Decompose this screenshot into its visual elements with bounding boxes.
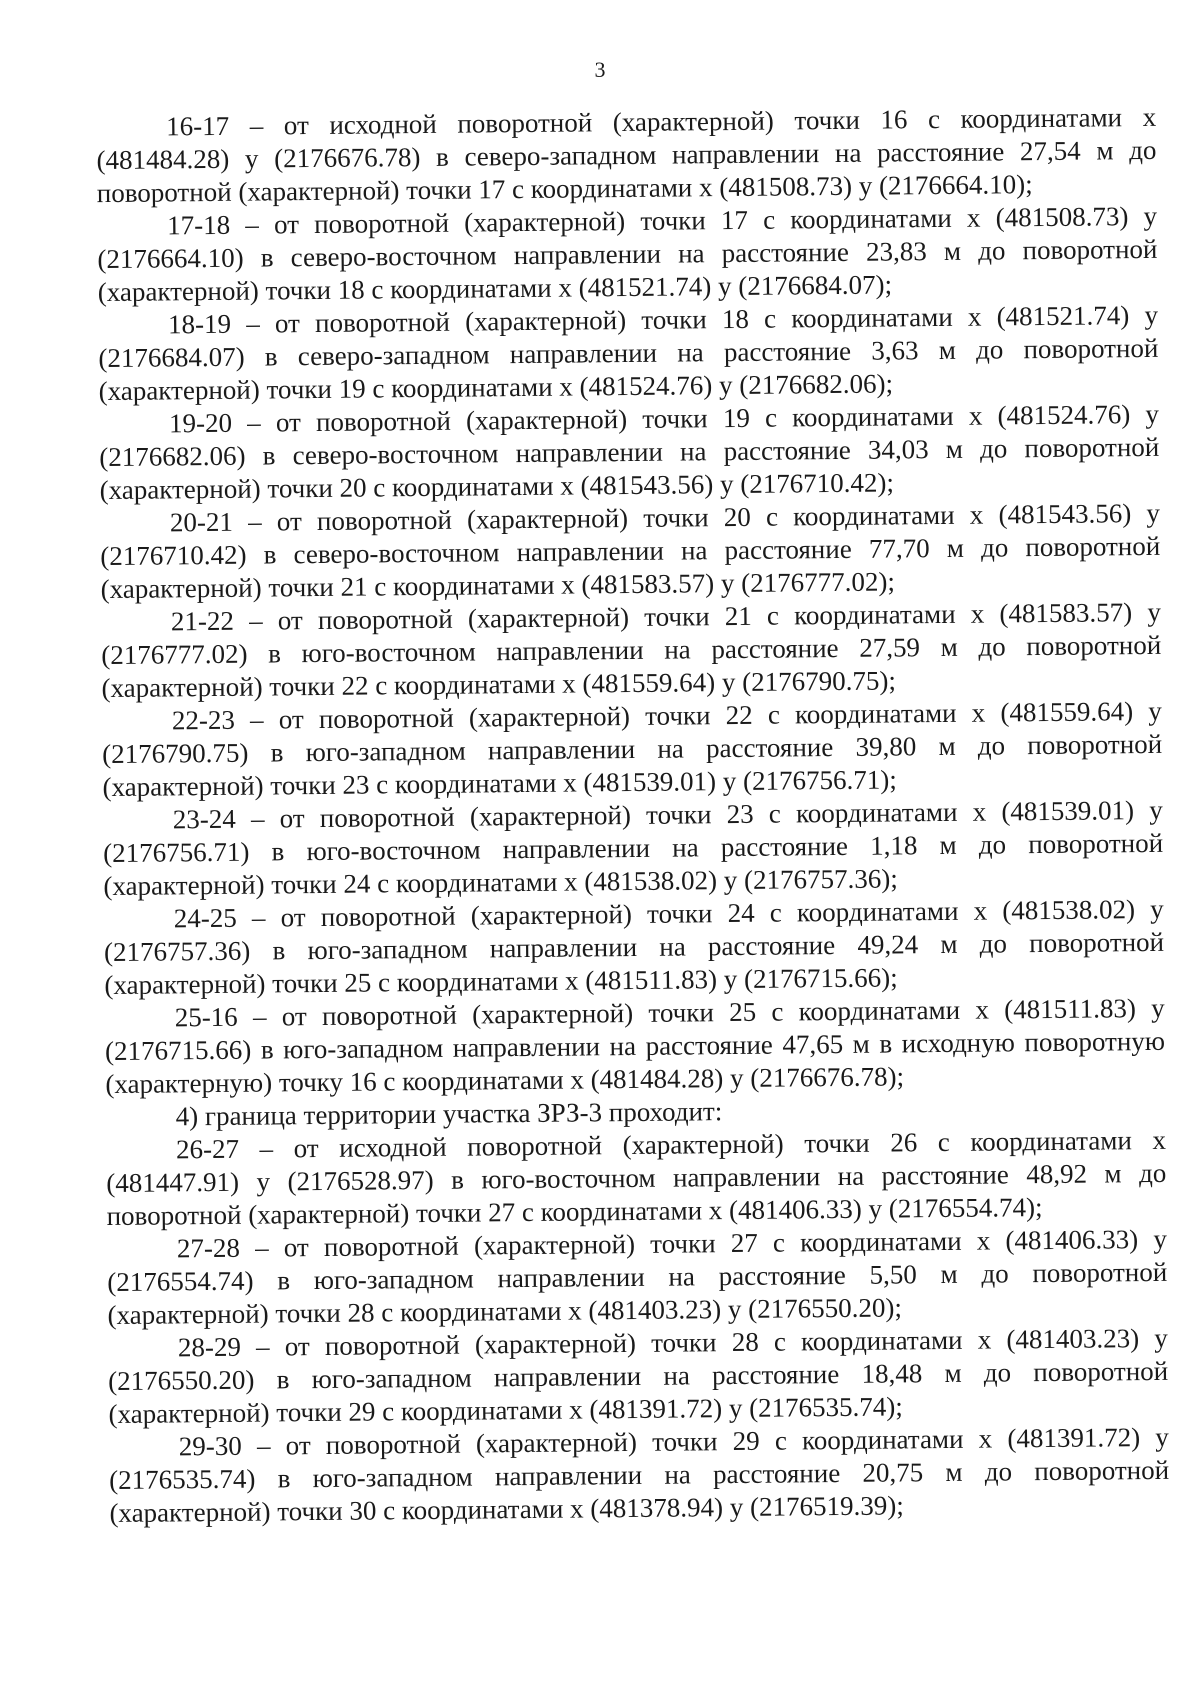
document-body — [96, 101, 1170, 1530]
paragraph-29-30: 29-30 – от поворотной (характерной) точки 29 с координатами х (481391.72) у (2176535.74) в юго-западном направлении на расстояние 20,75 м до поворотной (характерной) точки 30 с координатами х (481378.94) у (2176519.39); — [109, 1421, 1170, 1529]
paragraph-21-22: 21-22 – от поворотной (характерной) точки 21 с координатами х (481583.57) у (2176777.02) в юго-восточном направлении на расстояние 27,59 м до поворотной (характерной) точки 22 с координатами х (481559.64) у (2176790.75); — [101, 596, 1162, 704]
paragraph-16-17: 16-17 – от исходной поворотной (характерной) точки 16 с координатами х (481484.28) у (2176676.78) в северо-западном направлении на расстояние 27,54 м до поворотной (характерной) точки 17 с координатами х (481508.73) у (2176664.10); — [96, 101, 1157, 209]
paragraph-22-23: 22-23 – от поворотной (характерной) точки 22 с координатами х (481559.64) у (2176790.75) в юго-западном направлении на расстояние 39,80 м до поворотной (характерной) точки 23 с координатами х (481539.01) у (2176756.71); — [102, 695, 1163, 803]
paragraph-27-28: 27-28 – от поворотной (характерной) точки 27 с координатами х (481406.33) у (2176554.74) в юго-западном направлении на расстояние 5,50 м до поворотной (характерной) точки 28 с координатами х (481403.23) у (2176550.20); — [107, 1223, 1168, 1331]
paragraph-24-25: 24-25 – от поворотной (характерной) точки 24 с координатами х (481538.02) у (2176757.36) в юго-западном направлении на расстояние 49,24 м до поворотной (характерной) точки 25 с координатами х (481511.83) у (2176715.66); — [103, 893, 1165, 1001]
paragraph-18-19: 18-19 – от поворотной (характерной) точки 18 с координатами х (481521.74) у (2176684.07) в северо-западном направлении на расстояние 3,63 м до поворотной (характерной) точки 19 с координатами х (481524.76) у (2176682.06); — [98, 299, 1159, 407]
paragraph-20-21: 20-21 – от поворотной (характерной) точки 20 с координатами х (481543.56) у (2176710.42) в северо-восточном направлении на расстояние 77,70 м до поворотной (характерной) точки 21 с координатами х (481583.57) у (2176777.02); — [100, 497, 1161, 605]
page-number: 3 — [594, 57, 606, 82]
section-heading-zrz-3: 4) граница территории участка ЗРЗ-3 проходит: — [175, 1096, 723, 1132]
paragraph-17-18: 17-18 – от поворотной (характерной) точки 17 с координатами х (481508.73) у (2176664.10) в северо-восточном направлении на расстояние 23,83 м до поворотной (характерной) точки 18 с координатами х (481521.74) у (2176684.07); — [97, 200, 1158, 308]
paragraph-26-27: 26-27 – от исходной поворотной (характерной) точки 26 с координатами х (481447.91) у (2176528.97) в юго-восточном направлении на расстояние 48,92 м до поворотной (характерной) точки 27 с координатами х (481406.33) у (2176554.74); — [106, 1124, 1167, 1232]
paragraph-23-24: 23-24 – от поворотной (характерной) точки 23 с координатами х (481539.01) у (2176756.71) в юго-восточном направлении на расстояние 1,18 м до поворотной (характерной) точки 24 с координатами х (481538.02) у (2176757.36); — [103, 794, 1164, 902]
paragraph-28-29: 28-29 – от поворотной (характерной) точки 28 с координатами х (481403.23) у (2176550.20) в юго-западном направлении на расстояние 18,48 м до поворотной (характерной) точки 29 с координатами х (481391.72) у (2176535.74); — [108, 1322, 1169, 1430]
paragraph-25-16: 25-16 – от поворотной (характерной) точки 25 с координатами х (481511.83) у (2176715.66) в юго-западном направлении на расстояние 47,65 м в исходную поворотную (характерную) точку 16 с координатами х (481484.28) у (2176676.78); — [104, 992, 1166, 1100]
paragraph-19-20: 19-20 – от поворотной (характерной) точки 19 с координатами х (481524.76) у (2176682.06) в северо-восточном направлении на расстояние 34,03 м до поворотной (характерной) точки 20 с координатами х (481543.56) у (2176710.42); — [99, 398, 1160, 506]
